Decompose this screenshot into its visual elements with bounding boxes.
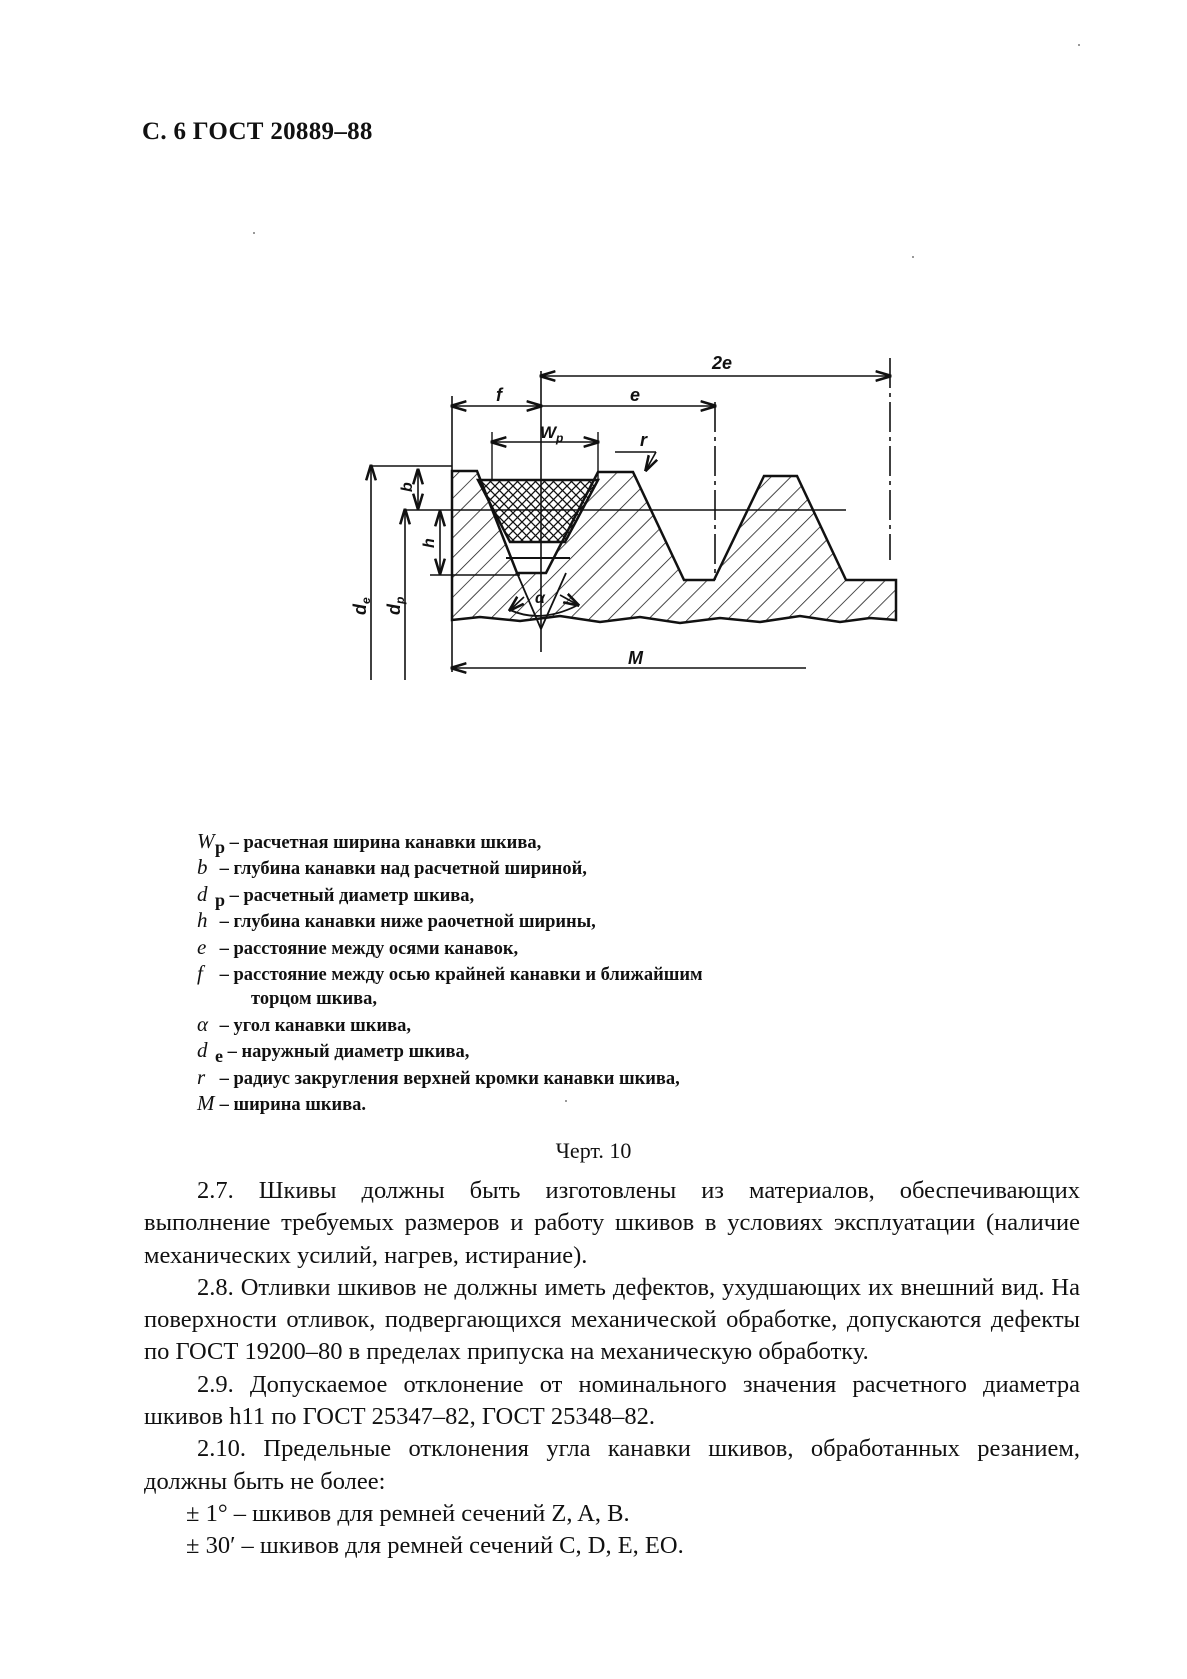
legend-row: α – угол канавки шкива, — [197, 1011, 411, 1036]
scan-speck — [565, 1100, 567, 1102]
scan-speck — [253, 232, 255, 234]
list-item: ± 30′ – шкивов для ремней сечений C, D, E, EO. — [186, 1532, 684, 1560]
legend-row: d e – наружный диаметр шкива, — [197, 1038, 470, 1067]
legend-row: торцом шкива, — [251, 989, 377, 1010]
legend-row: e – расстояние между осями канавок, — [197, 934, 519, 959]
paragraph-2-10: 2.10. Предельные отклонения угла канавки шкивов, обработанных резанием, должны быть не более: — [144, 1435, 1080, 1495]
label-2e: 2e — [712, 353, 733, 373]
scan-speck — [1078, 44, 1080, 46]
paragraph-2-9: 2.9. Допускаемое отклонение от номинального значения расчетного диаметра шкивов h11 по ГОСТ 25347–82, ГОСТ 25348–82. — [144, 1370, 1080, 1431]
pulley-groove-drawing — [330, 340, 910, 680]
figure-caption: Черт. 10 — [555, 1138, 632, 1163]
scan-speck — [912, 256, 914, 258]
label-M: M — [628, 648, 643, 668]
legend-row: d p – расчетный диаметр шкива, — [197, 881, 475, 910]
legend-row: M – ширина шкива. — [197, 1091, 367, 1116]
page-header: С. 6 ГОСТ 20889–88 — [142, 118, 373, 145]
list-item: ± 1° – шкивов для ремней сечений Z, A, B. — [186, 1499, 630, 1527]
legend-row: r – радиус закругления верхней кромки канавки шкива, — [197, 1064, 680, 1089]
paragraph-2-8: 2.8. Отливки шкивов не должны иметь дефектов, ухудшающих их внешний вид. На поверхности отливок, подвергающихся механической обработке, допускаются дефекты по ГОСТ 19200–80 в пределах припуска на механическую обработку. — [144, 1273, 1080, 1366]
legend-row: b – глубина канавки над расчетной шириной, — [197, 855, 587, 880]
body-text — [144, 1175, 1080, 1563]
label-f: f — [496, 385, 502, 405]
label-de: $d_e$ — [350, 597, 373, 615]
label-alpha: α — [535, 590, 545, 607]
label-dp: $d_p$ — [384, 596, 407, 615]
legend-row: f – расстояние между осью крайней канавки и ближайшим — [197, 961, 703, 986]
label-r: r — [640, 430, 648, 450]
legend-row: h – глубина канавки ниже раочетной ширины, — [197, 908, 596, 933]
paragraph-2-7: 2.7. Шкивы должны быть изготовлены из материалов, обеспечивающих выполнение требуемых размеров и работу шкивов в условиях эксплуатации (наличие механических усилий, нагрев, истирание). — [144, 1177, 1080, 1269]
label-e: e — [630, 385, 641, 405]
drawing-legend — [197, 829, 897, 1117]
legend-row: Wp – расчетная ширина канавки шкива, — [197, 829, 542, 857]
label-b: b — [399, 482, 416, 492]
label-h: h — [421, 538, 438, 548]
label-wp: $W_p$ — [540, 423, 564, 445]
